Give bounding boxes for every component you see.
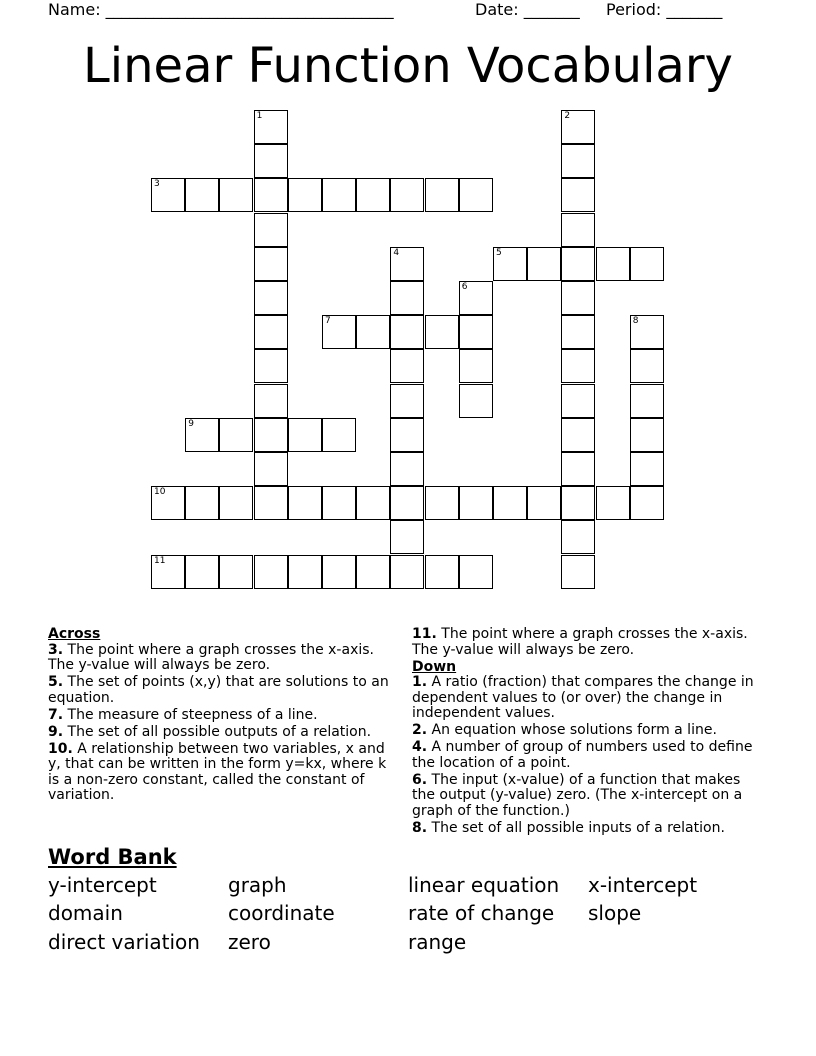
clue-across-5 <box>48 675 393 706</box>
crossword-cell[interactable] <box>390 486 424 520</box>
crossword-cell[interactable] <box>630 247 664 281</box>
crossword-cell[interactable] <box>254 315 288 349</box>
crossword-cell[interactable] <box>151 555 185 589</box>
down-heading: Down <box>412 658 457 675</box>
crossword-cell[interactable] <box>390 178 424 212</box>
crossword-cell[interactable] <box>390 452 424 486</box>
cell-number: 6 <box>461 282 468 292</box>
clue-across-10 <box>48 742 393 804</box>
clue-number: 10. <box>48 740 73 757</box>
crossword-cell[interactable] <box>356 178 390 212</box>
clue-number: 8. <box>412 819 428 836</box>
clue-down-2 <box>412 723 757 739</box>
name-field[interactable]: Name: ____________________________________ <box>48 0 394 19</box>
word-bank-item: slope <box>588 901 642 925</box>
crossword-cell[interactable] <box>254 486 288 520</box>
crossword-cell[interactable] <box>356 486 390 520</box>
crossword-cell[interactable] <box>322 555 356 589</box>
crossword-cell[interactable] <box>561 281 595 315</box>
word-bank-item: direct variation <box>48 930 200 954</box>
clue-text: The set of all possible inputs of a relation. <box>431 819 725 836</box>
crossword-cell[interactable] <box>254 349 288 383</box>
crossword-cell[interactable] <box>630 349 664 383</box>
crossword-cell[interactable] <box>219 555 253 589</box>
crossword-cell[interactable] <box>630 486 664 520</box>
crossword-cell[interactable] <box>390 247 424 281</box>
clue-down-1 <box>412 675 757 722</box>
crossword-cell[interactable] <box>151 486 185 520</box>
word-bank-item: x-intercept <box>588 873 698 897</box>
clues-left-column <box>48 627 393 805</box>
crossword-cell[interactable] <box>288 178 322 212</box>
clue-text: A relationship between two variables, x and y, that can be written in the form y=kx, where k is a non-zero constant, called the constant of variation. <box>48 740 387 803</box>
crossword-cell[interactable] <box>459 281 493 315</box>
crossword-cell[interactable] <box>459 486 493 520</box>
crossword-cell[interactable] <box>425 178 459 212</box>
clue-number: 2. <box>412 722 428 738</box>
cell-number: 1 <box>256 111 263 121</box>
crossword-cell[interactable] <box>254 281 288 315</box>
crossword-cell[interactable] <box>356 555 390 589</box>
clue-number: 9. <box>48 723 64 740</box>
crossword-cell[interactable] <box>630 418 664 452</box>
crossword-cell[interactable] <box>561 315 595 349</box>
crossword-cell[interactable] <box>561 486 595 520</box>
clue-across-9 <box>48 725 393 741</box>
crossword-cell[interactable] <box>254 144 288 178</box>
word-bank-item: coordinate <box>228 901 335 925</box>
cell-number: 2 <box>564 111 571 121</box>
crossword-cell[interactable] <box>630 384 664 418</box>
crossword-cell[interactable] <box>425 486 459 520</box>
word-bank-item: graph <box>228 873 287 897</box>
clue-text: The point where a graph crosses the x-axis. The y-value will always be zero. <box>48 641 374 673</box>
clue-number: 1. <box>412 674 428 690</box>
clue-number: 3. <box>48 641 64 658</box>
clue-text: The input (x-value) of a function that makes the output (y-value) zero. (The x-intercept on a graph of the function.) <box>412 771 743 819</box>
crossword-cell[interactable] <box>561 520 595 554</box>
crossword-cell[interactable] <box>322 315 356 349</box>
crossword-cell[interactable] <box>322 486 356 520</box>
crossword-cell[interactable] <box>425 315 459 349</box>
crossword-cell[interactable] <box>425 555 459 589</box>
cell-number: 4 <box>393 247 400 258</box>
clue-across-3 <box>48 643 393 674</box>
crossword-cell[interactable] <box>288 555 322 589</box>
crossword-cell[interactable] <box>390 281 424 315</box>
crossword-cell[interactable] <box>630 315 664 349</box>
clue-number: 11. <box>412 626 437 642</box>
clue-number: 6. <box>412 771 428 788</box>
crossword-cell[interactable] <box>219 486 253 520</box>
word-bank-title: Word Bank <box>48 845 177 869</box>
crossword-cell[interactable] <box>561 110 595 144</box>
crossword-cell[interactable] <box>254 110 288 144</box>
crossword-cell[interactable] <box>356 315 390 349</box>
crossword-cell[interactable] <box>561 349 595 383</box>
clue-number: 7. <box>48 706 64 723</box>
crossword-cell[interactable] <box>185 555 219 589</box>
crossword-cell[interactable] <box>561 452 595 486</box>
crossword-cell[interactable] <box>151 178 185 212</box>
crossword-cell[interactable] <box>185 418 219 452</box>
crossword-cell[interactable] <box>390 555 424 589</box>
clue-across-7 <box>48 708 393 724</box>
crossword-cell[interactable] <box>390 315 424 349</box>
crossword-cell[interactable] <box>219 178 253 212</box>
crossword-cell[interactable] <box>254 213 288 247</box>
crossword-cell[interactable] <box>390 349 424 383</box>
word-bank-item: range <box>408 930 467 954</box>
clue-text: The measure of steepness of a line. <box>67 706 318 723</box>
crossword-cell[interactable] <box>561 384 595 418</box>
clue-across-11 <box>412 627 757 658</box>
crossword-cell[interactable] <box>459 178 493 212</box>
clue-number: 5. <box>48 674 64 690</box>
crossword-cell[interactable] <box>561 178 595 212</box>
cell-number: 11 <box>154 555 166 566</box>
clue-text: The set of points (x,y) that are solutions to an equation. <box>48 674 389 706</box>
cell-number: 8 <box>632 316 639 327</box>
cell-number: 9 <box>188 418 194 429</box>
clue-text: The point where a graph crosses the x-axis. The y-value will always be zero. <box>412 626 748 658</box>
clue-text: A number of group of numbers used to define the location of a point. <box>412 739 753 771</box>
crossword-cell[interactable] <box>254 452 288 486</box>
crossword-cell[interactable] <box>459 349 493 383</box>
crossword-cell[interactable] <box>630 452 664 486</box>
clue-down-6 <box>412 773 757 820</box>
word-bank-item: domain <box>48 901 123 925</box>
cell-number: 7 <box>325 316 331 327</box>
clues-right-column <box>412 627 757 838</box>
crossword-cell[interactable] <box>561 213 595 247</box>
crossword-cell[interactable] <box>561 418 595 452</box>
clue-down-8 <box>412 821 757 837</box>
crossword-cell[interactable] <box>288 486 322 520</box>
clue-down-4 <box>412 740 757 771</box>
clue-text: A ratio (fraction) that compares the change in dependent values to (or over) the change in independent values. <box>412 674 754 721</box>
crossword-cell[interactable] <box>185 178 219 212</box>
crossword-cell[interactable] <box>459 384 493 418</box>
crossword-cell[interactable] <box>254 555 288 589</box>
crossword-cell[interactable] <box>390 418 424 452</box>
crossword-cell[interactable] <box>493 247 527 281</box>
cell-number: 3 <box>154 179 160 190</box>
crossword-cell[interactable] <box>459 315 493 349</box>
clue-number: 4. <box>412 739 428 755</box>
crossword-cell[interactable] <box>322 178 356 212</box>
crossword-cell[interactable] <box>527 486 561 520</box>
crossword-cell[interactable] <box>561 247 595 281</box>
word-bank-item: rate of change <box>408 901 555 925</box>
period-field[interactable]: Period: _______ <box>606 0 723 19</box>
crossword-cell[interactable] <box>561 144 595 178</box>
crossword-cell[interactable] <box>254 384 288 418</box>
crossword-cell[interactable] <box>459 555 493 589</box>
crossword-cell[interactable] <box>561 555 595 589</box>
crossword-cell[interactable] <box>254 247 288 281</box>
clue-text: An equation whose solutions form a line. <box>431 722 717 738</box>
date-field[interactable]: Date: _______ <box>475 0 580 19</box>
crossword-cell[interactable] <box>254 178 288 212</box>
crossword-cell[interactable] <box>288 418 322 452</box>
cell-number: 10 <box>154 487 166 498</box>
word-bank-item: y-intercept <box>48 873 157 897</box>
crossword-cell[interactable] <box>254 418 288 452</box>
word-bank-item: zero <box>228 930 271 954</box>
crossword-cell[interactable] <box>185 486 219 520</box>
crossword-cell[interactable] <box>596 486 630 520</box>
word-bank-item: linear equation <box>408 873 560 897</box>
crossword-cell[interactable] <box>493 486 527 520</box>
crossword-cell[interactable] <box>219 418 253 452</box>
crossword-cell[interactable] <box>596 247 630 281</box>
crossword-cell[interactable] <box>527 247 561 281</box>
crossword-cell[interactable] <box>390 384 424 418</box>
across-heading: Across <box>48 626 101 642</box>
clue-text: The set of all possible outputs of a relation. <box>67 723 372 740</box>
cell-number: 5 <box>496 247 502 258</box>
page-title: Linear Function Vocabulary <box>83 38 733 94</box>
crossword-cell[interactable] <box>390 520 424 554</box>
crossword-cell[interactable] <box>322 418 356 452</box>
